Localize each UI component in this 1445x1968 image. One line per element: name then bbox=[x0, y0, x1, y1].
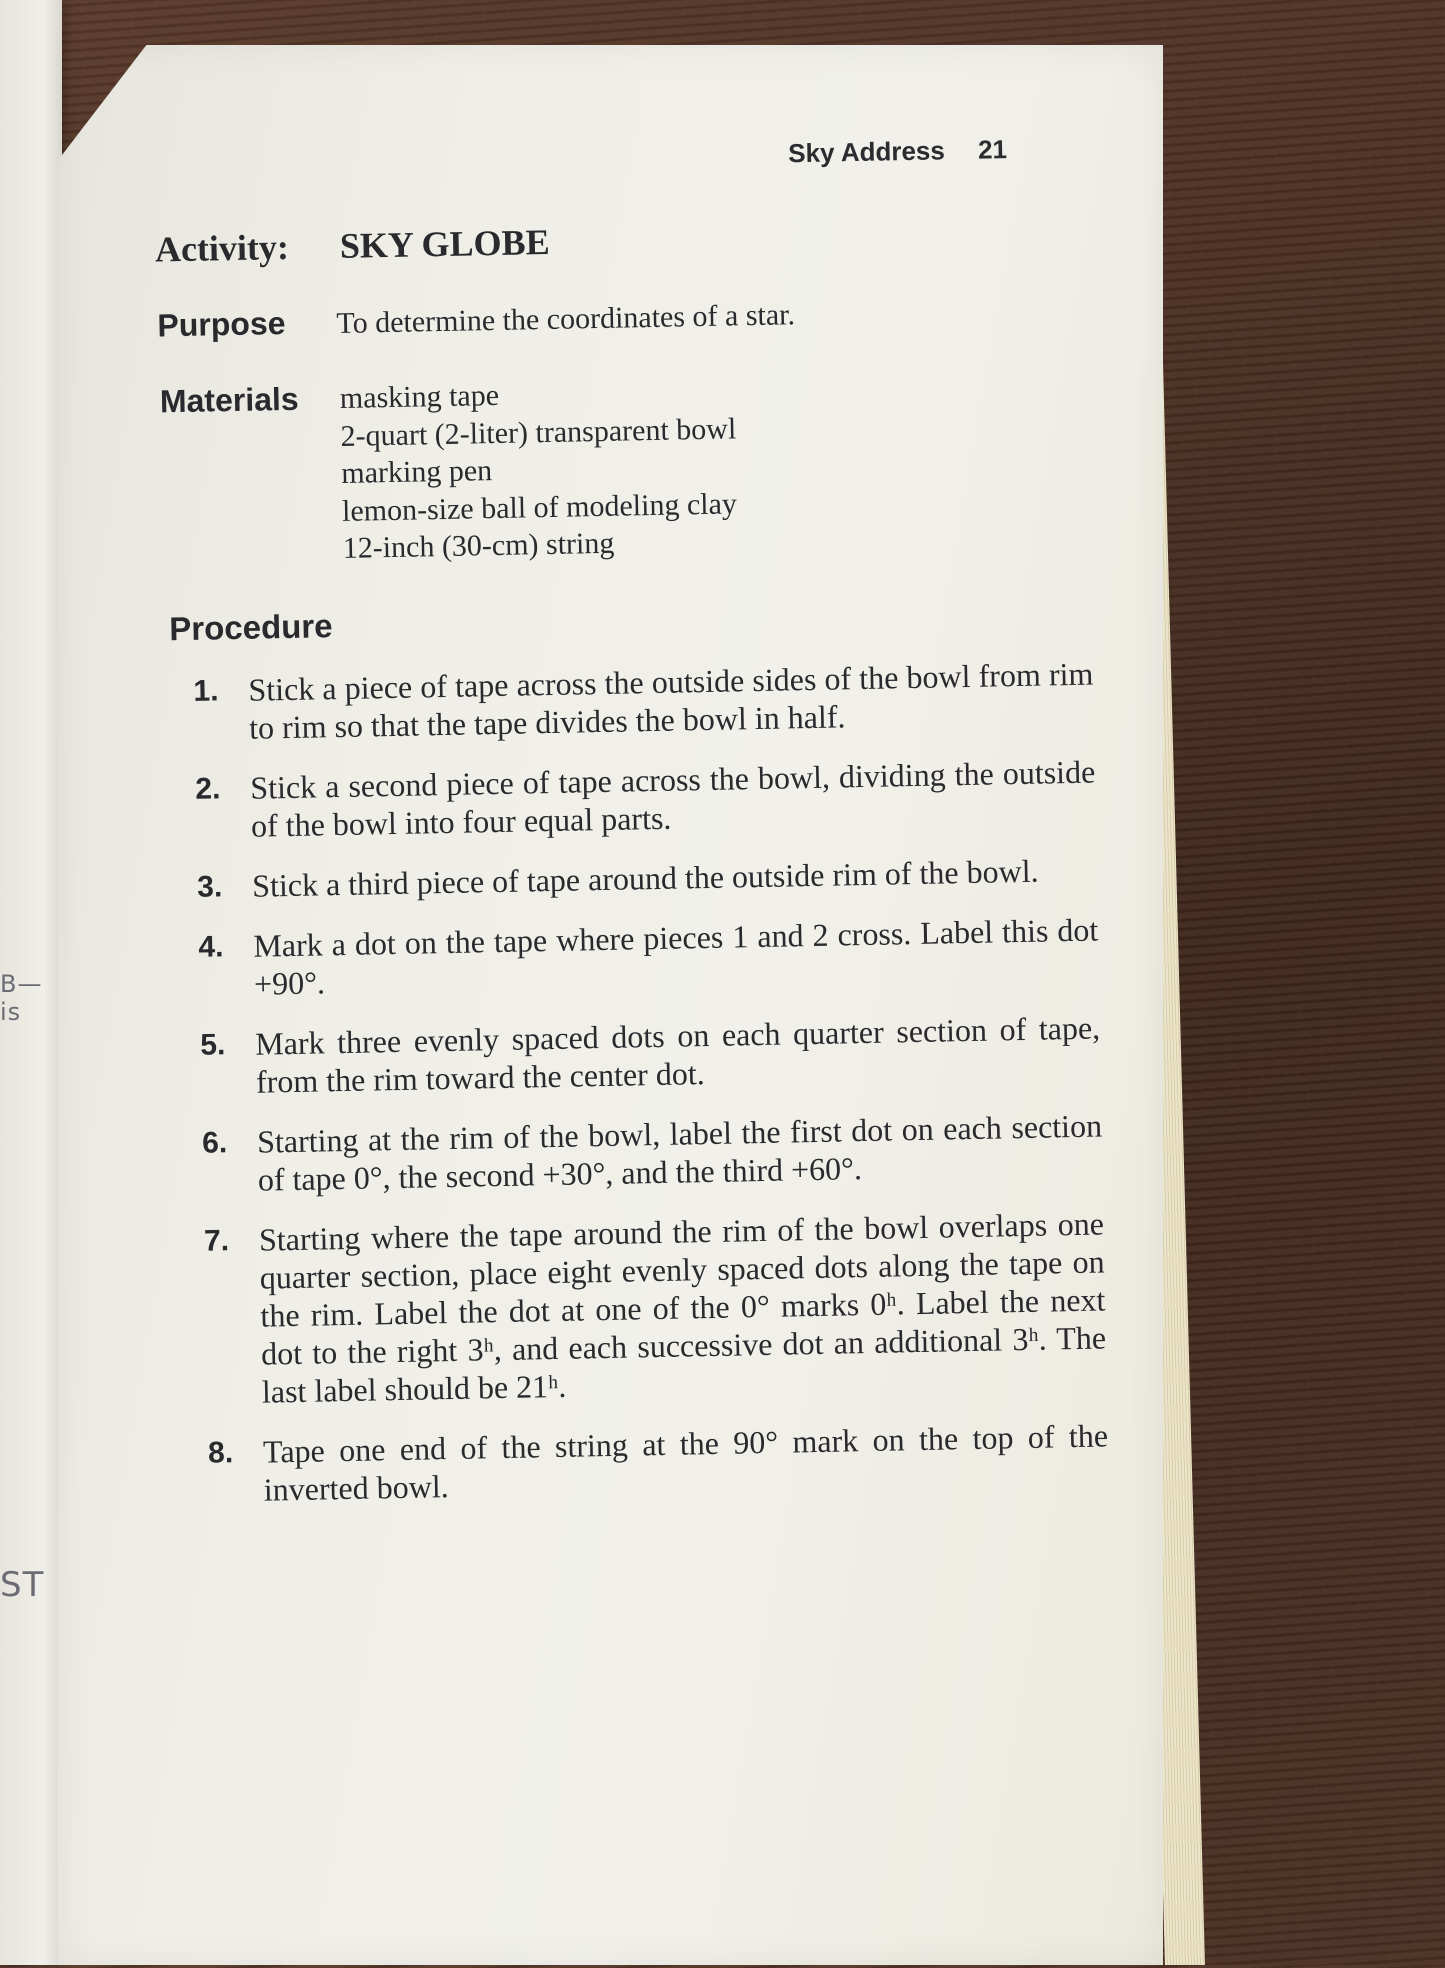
procedure-step bbox=[198, 911, 1099, 1004]
step-number: 4. bbox=[198, 930, 224, 964]
step-text: Starting at the rim of the bowl, label the first dot on each section of tape 0°, the second +30°, and the third +60°. bbox=[256, 1107, 1103, 1198]
material-item: marking pen bbox=[341, 454, 493, 490]
procedure-step bbox=[208, 1416, 1109, 1509]
running-head bbox=[788, 134, 1007, 169]
procedure-step bbox=[200, 1008, 1101, 1101]
step-number: 8. bbox=[207, 1436, 234, 1470]
activity-name: SKY GLOBE bbox=[339, 221, 550, 266]
activity-title bbox=[155, 221, 550, 271]
step-number: 5. bbox=[199, 1028, 226, 1062]
activity-label: Activity: bbox=[154, 226, 290, 270]
purpose-section bbox=[157, 295, 795, 344]
materials-label: Materials bbox=[159, 380, 299, 420]
margin-note: ST bbox=[0, 1565, 45, 1605]
purpose-text: To determine the coordinates of a star. bbox=[336, 298, 796, 341]
step-text: Stick a third piece of tape around the outside rim of the bowl. bbox=[251, 852, 1039, 904]
margin-note: B—is bbox=[0, 970, 43, 1026]
procedure-step bbox=[202, 1106, 1103, 1199]
procedure-step bbox=[197, 851, 1098, 906]
procedure-step bbox=[204, 1204, 1107, 1411]
material-item: lemon-size ball of modeling clay bbox=[341, 486, 738, 528]
step-text: Stick a second piece of tape across the bowl, dividing the outside of the bowl into four equal parts. bbox=[249, 753, 1096, 844]
step-number: 1. bbox=[193, 674, 219, 708]
procedure-heading: Procedure bbox=[168, 607, 333, 648]
step-text: Starting where the tape around the rim of the bowl overlaps one quarter section, place eight evenly spaced dots along the tape on the rim. Label the dot at one of the 0° marks 0ʰ. Label the next dot to the right 3ʰ, and each successive dot an additional 3ʰ. The last label should be 21ʰ. bbox=[258, 1205, 1107, 1410]
procedure-step bbox=[193, 655, 1094, 748]
step-text: Stick a piece of tape across the outside sides of the bowl from rim to rim so that the tape divides the bowl in half. bbox=[248, 655, 1094, 746]
material-item: 2-quart (2-liter) transparent bowl bbox=[340, 411, 737, 453]
procedure-steps bbox=[193, 655, 1109, 1532]
step-text: Mark a dot on the tape where pieces 1 and 2 cross. Label this dot +90°. bbox=[253, 911, 1099, 1002]
materials-list bbox=[340, 367, 1043, 568]
step-number: 2. bbox=[195, 772, 221, 806]
step-number: 3. bbox=[196, 870, 223, 904]
material-item: 12-inch (30-cm) string bbox=[342, 526, 615, 565]
page-number: 21 bbox=[977, 134, 1008, 165]
running-head-title: Sky Address bbox=[787, 135, 946, 169]
purpose-label: Purpose bbox=[157, 304, 286, 344]
step-number: 7. bbox=[203, 1224, 230, 1258]
step-text: Mark three evenly spaced dots on each quarter section of tape, from the rim toward the center dot. bbox=[254, 1009, 1101, 1100]
material-item: masking tape bbox=[339, 378, 500, 415]
procedure-step bbox=[195, 753, 1096, 846]
step-number: 6. bbox=[201, 1126, 228, 1160]
step-text: Tape one end of the string at the 90° mark on the top of the inverted bowl. bbox=[262, 1417, 1109, 1508]
